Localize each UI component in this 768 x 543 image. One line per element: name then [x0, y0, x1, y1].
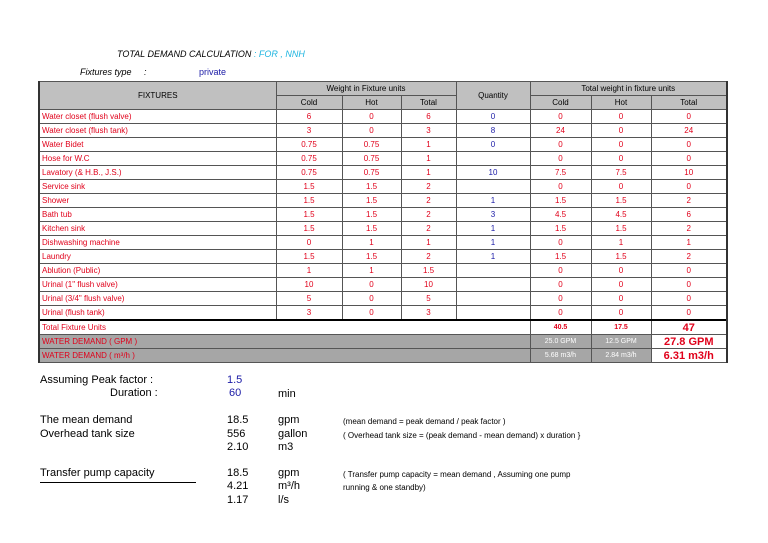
water-demand-m3h-hot: 2.84 m3/h: [591, 349, 651, 363]
weight-cold: 3: [276, 306, 342, 321]
weight-cold: 1.5: [276, 194, 342, 208]
total-total: 0: [651, 306, 727, 321]
tank-size-note: ( Overhead tank size = (peak demand - mean demand) x duration }: [343, 431, 581, 440]
header-total-hot: Hot: [591, 96, 651, 110]
quantity: 0: [456, 138, 530, 152]
total-cold: 0: [530, 152, 591, 166]
total-hot: 7.5: [591, 166, 651, 180]
weight-hot: 1.5: [342, 250, 401, 264]
tank-size-unit-m3: m3: [278, 441, 294, 453]
fixture-demand-table: [38, 81, 728, 363]
fixture-name: Water Bidet: [39, 138, 276, 152]
quantity: 1: [456, 222, 530, 236]
quantity: [456, 292, 530, 306]
duration-unit: min: [278, 388, 296, 400]
weight-total: 2: [401, 222, 456, 236]
water-demand-m3h-total: 6.31 m3/h: [651, 349, 727, 363]
weight-hot: 0.75: [342, 166, 401, 180]
weight-total: 1: [401, 138, 456, 152]
weight-total: 2: [401, 250, 456, 264]
total-cold: 1.5: [530, 222, 591, 236]
total-total: 0: [651, 110, 727, 124]
fixture-name: Kitchen sink: [39, 222, 276, 236]
water-demand-gpm-total: 27.8 GPM: [651, 335, 727, 349]
weight-cold: 0.75: [276, 152, 342, 166]
total-fixture-units-label: Total Fixture Units: [39, 320, 530, 335]
weight-total: 6: [401, 110, 456, 124]
total-cold: 0: [530, 138, 591, 152]
fixture-row: [39, 278, 727, 292]
fixture-row: [39, 152, 727, 166]
header-total-cold: Cold: [530, 96, 591, 110]
water-demand-gpm-row: [39, 335, 727, 349]
weight-total: 3: [401, 306, 456, 321]
weight-cold: 0.75: [276, 138, 342, 152]
quantity: 1: [456, 250, 530, 264]
total-cold: 7.5: [530, 166, 591, 180]
weight-total: 5: [401, 292, 456, 306]
fixture-name: Dishwashing machine: [39, 236, 276, 250]
total-total: 0: [651, 180, 727, 194]
header-fixtures: FIXTURES: [39, 82, 276, 110]
tank-size-label: Overhead tank size: [40, 428, 135, 440]
quantity: 8: [456, 124, 530, 138]
weight-total: 1: [401, 166, 456, 180]
weight-hot: 1: [342, 236, 401, 250]
fixture-row: [39, 194, 727, 208]
fixture-name: Water closet (flush valve): [39, 110, 276, 124]
tank-size-unit: gallon: [278, 428, 308, 440]
title-text: TOTAL DEMAND CALCULATION: [117, 49, 252, 59]
weight-cold: 3: [276, 124, 342, 138]
fixture-name: Shower: [39, 194, 276, 208]
fixture-row: [39, 166, 727, 180]
total-hot: 0: [591, 152, 651, 166]
total-cold: 0: [530, 264, 591, 278]
water-demand-gpm-hot: 12.5 GPM: [591, 335, 651, 349]
total-total: 0: [651, 264, 727, 278]
weight-cold: 1.5: [276, 222, 342, 236]
quantity: 1: [456, 194, 530, 208]
total-cold: 0: [530, 306, 591, 321]
quantity: 0: [456, 110, 530, 124]
mean-demand-note: (mean demand = peak demand / peak factor ): [343, 417, 506, 426]
fixtures-type-label: [80, 67, 147, 77]
total-total: 0: [651, 278, 727, 292]
total-cold: 0: [530, 278, 591, 292]
pump-capacity-unit-m3h: m³/h: [278, 480, 300, 492]
fixture-row: [39, 250, 727, 264]
weight-cold: 1: [276, 264, 342, 278]
water-demand-m3h-cold: 5.68 m3/h: [530, 349, 591, 363]
total-cold: 1.5: [530, 250, 591, 264]
water-demand-m3h-label: WATER DEMAND ( m³/h ): [39, 349, 530, 363]
weight-hot: 0: [342, 124, 401, 138]
fixture-rows: [39, 110, 727, 321]
quantity: 3: [456, 208, 530, 222]
weight-hot: 1.5: [342, 180, 401, 194]
total-hot: 0: [591, 306, 651, 321]
weight-total: 1.5: [401, 264, 456, 278]
total-total: 10: [651, 166, 727, 180]
pump-capacity-label: Transfer pump capacity: [40, 467, 155, 479]
weight-cold: 1.5: [276, 180, 342, 194]
pump-capacity-note-2: running & one standby): [343, 483, 426, 492]
pump-capacity-value-ls: 1.17: [227, 494, 249, 506]
weight-hot: 1: [342, 264, 401, 278]
weight-cold: 0: [276, 236, 342, 250]
fixture-name: Water closet (flush tank): [39, 124, 276, 138]
total-total: 2: [651, 250, 727, 264]
header-total: Total: [401, 96, 456, 110]
tank-size-value-m3: 2.10: [227, 441, 249, 453]
weight-cold: 0.75: [276, 166, 342, 180]
total-hot: 0: [591, 124, 651, 138]
fixture-row: [39, 110, 727, 124]
total-cold: 0: [530, 236, 591, 250]
fixture-name: Urinal (1" flush valve): [39, 278, 276, 292]
weight-total: 1: [401, 152, 456, 166]
fixture-row: [39, 180, 727, 194]
weight-hot: 1.5: [342, 208, 401, 222]
total-fixture-units-row: [39, 320, 727, 335]
fixture-name: Ablution (Public): [39, 264, 276, 278]
weight-cold: 5: [276, 292, 342, 306]
weight-cold: 1.5: [276, 250, 342, 264]
total-cold: 24: [530, 124, 591, 138]
total-total: 1: [651, 236, 727, 250]
weight-total: 1: [401, 236, 456, 250]
total-cold: 0: [530, 110, 591, 124]
fixture-name: Urinal (flush tank): [39, 306, 276, 321]
total-hot: 1.5: [591, 222, 651, 236]
water-demand-gpm-cold: 25.0 GPM: [530, 335, 591, 349]
weight-hot: 0: [342, 278, 401, 292]
total-fixture-units-hot: 17.5: [591, 320, 651, 335]
fixture-row: [39, 208, 727, 222]
header-total-group: Total weight in fixture units: [530, 82, 727, 96]
fixture-row: [39, 222, 727, 236]
mean-demand-unit: gpm: [278, 414, 300, 426]
peak-factor-value: 1.5: [227, 374, 243, 386]
duration-label: Duration :: [110, 387, 158, 399]
fixtures-type-text: Fixtures type: [80, 67, 132, 77]
quantity: [456, 306, 530, 321]
total-total: 2: [651, 222, 727, 236]
total-total: 0: [651, 138, 727, 152]
total-hot: 1: [591, 236, 651, 250]
total-cold: 4.5: [530, 208, 591, 222]
fixture-row: [39, 236, 727, 250]
weight-hot: 0.75: [342, 152, 401, 166]
total-hot: 1.5: [591, 194, 651, 208]
fixture-name: Hose for W.C: [39, 152, 276, 166]
total-hot: 0: [591, 278, 651, 292]
weight-cold: 10: [276, 278, 342, 292]
weight-hot: 0: [342, 292, 401, 306]
total-hot: 4.5: [591, 208, 651, 222]
total-hot: 0: [591, 292, 651, 306]
pump-capacity-value: 18.5: [227, 467, 249, 479]
document-title: [117, 49, 305, 59]
weight-total: 10: [401, 278, 456, 292]
quantity: [456, 152, 530, 166]
total-total: 2: [651, 194, 727, 208]
header-total-total: Total: [651, 96, 727, 110]
total-cold: 1.5: [530, 194, 591, 208]
quantity: [456, 264, 530, 278]
total-fixture-units-cold: 40.5: [530, 320, 591, 335]
fixture-row: [39, 306, 727, 321]
duration-value: 60: [229, 387, 242, 399]
quantity: [456, 180, 530, 194]
weight-total: 2: [401, 180, 456, 194]
water-demand-gpm-label: WATER DEMAND ( GPM ): [39, 335, 530, 349]
pump-capacity-unit: gpm: [278, 467, 300, 479]
title-for-label: : FOR , NNH: [253, 49, 305, 59]
fixture-row: [39, 124, 727, 138]
mean-demand-value: 18.5: [227, 414, 249, 426]
pump-capacity-note-1: ( Transfer pump capacity = mean demand , Assuming one pump: [343, 470, 571, 479]
fixtures-type-value: private: [199, 67, 227, 77]
header-weight-group: Weight in Fixture units: [276, 82, 456, 96]
quantity: 10: [456, 166, 530, 180]
total-cold: 0: [530, 292, 591, 306]
total-hot: 0: [591, 138, 651, 152]
total-total: 0: [651, 152, 727, 166]
fixtures-type-sep: :: [144, 67, 147, 77]
peak-factor-label: Assuming Peak factor :: [40, 374, 154, 386]
total-hot: 0: [591, 180, 651, 194]
total-total: 0: [651, 292, 727, 306]
fixture-name: Urinal (3/4" flush valve): [39, 292, 276, 306]
total-hot: 0: [591, 264, 651, 278]
fixture-row: [39, 264, 727, 278]
total-hot: 1.5: [591, 250, 651, 264]
total-total: 24: [651, 124, 727, 138]
weight-cold: 6: [276, 110, 342, 124]
pump-capacity-value-m3h: 4.21: [227, 480, 249, 492]
quantity: 1: [456, 236, 530, 250]
fixture-name: Service sink: [39, 180, 276, 194]
total-cold: 0: [530, 180, 591, 194]
fixture-name: Lavatory (& H.B., J.S.): [39, 166, 276, 180]
total-total: 6: [651, 208, 727, 222]
weight-hot: 0: [342, 306, 401, 321]
pump-capacity-unit-ls: l/s: [278, 494, 289, 506]
fixture-row: [39, 138, 727, 152]
weight-hot: 0.75: [342, 138, 401, 152]
tank-size-value: 556: [227, 428, 246, 440]
mean-demand-label: The mean demand: [40, 414, 133, 426]
weight-total: 3: [401, 124, 456, 138]
weight-total: 2: [401, 208, 456, 222]
weight-hot: 0: [342, 110, 401, 124]
fixture-name: Laundry: [39, 250, 276, 264]
water-demand-m3h-row: [39, 349, 727, 363]
quantity: [456, 278, 530, 292]
fixture-row: [39, 292, 727, 306]
header-hot: Hot: [342, 96, 401, 110]
weight-total: 2: [401, 194, 456, 208]
pump-capacity-underline: [40, 482, 196, 483]
weight-hot: 1.5: [342, 222, 401, 236]
total-hot: 0: [591, 110, 651, 124]
weight-cold: 1.5: [276, 208, 342, 222]
total-fixture-units-total: 47: [651, 320, 727, 335]
header-cold: Cold: [276, 96, 342, 110]
fixture-name: Bath tub: [39, 208, 276, 222]
weight-hot: 1.5: [342, 194, 401, 208]
header-quantity: Quantity: [456, 82, 530, 110]
